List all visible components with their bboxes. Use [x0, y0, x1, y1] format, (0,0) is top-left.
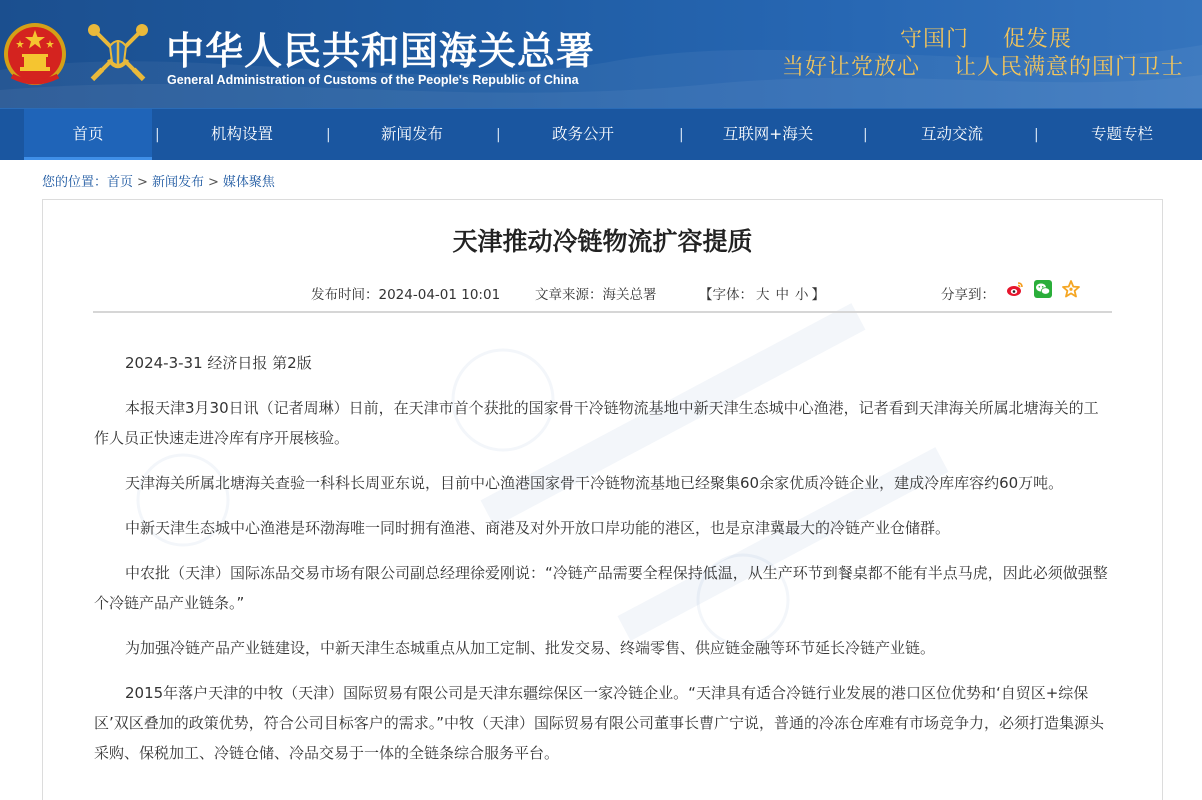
- source-value: 海关总署: [602, 287, 657, 303]
- article-paragraph: 中农批（天津）国际冻品交易市场有限公司副总经理徐爱刚说：“冷链产品需要全程保持低温，从生产环节到餐桌都不能有半点马虎，因此必须做强整个冷链产品产业链条。”: [94, 564, 1108, 612]
- article-body: [94, 348, 1113, 783]
- publish-time-value: 2024-04-01 10:01: [378, 287, 501, 303]
- wechat-icon[interactable]: [1034, 280, 1052, 298]
- font-size-small[interactable]: 小: [795, 287, 809, 303]
- breadcrumb-separator: >: [137, 175, 148, 190]
- article-paragraph: 中新天津生态城中心渔港是环渤海唯一同时拥有渔港、商港及对外开放口岸功能的港区，也是京津冀最大的冷链产业仓储群。: [125, 519, 951, 537]
- weibo-icon[interactable]: [1006, 280, 1024, 298]
- nav-separator: |: [1034, 127, 1039, 143]
- slogan-text: 守国门: [900, 27, 970, 52]
- nav-item-internet-customs[interactable]: 互联网+海关: [722, 125, 814, 143]
- article-container: [42, 199, 1163, 800]
- nav-item-special-topics[interactable]: 专题专栏: [1090, 125, 1153, 143]
- breadcrumb-link-news[interactable]: 新闻发布: [151, 175, 204, 190]
- breadcrumb-separator: >: [207, 175, 219, 190]
- source-label: 文章来源：: [535, 287, 603, 303]
- nav-separator: |: [679, 127, 684, 143]
- site-title: 中华人民共和国海关总署: [166, 28, 596, 73]
- main-nav: [0, 108, 1202, 160]
- share-label: 分享到：: [941, 287, 995, 303]
- font-size-selector: [699, 283, 825, 303]
- slogan-text: 当好让党放心: [782, 55, 921, 80]
- article-paragraph: 2015年落户天津的中牧（天津）国际贸易有限公司是天津东疆综保区一家冷链企业。“天津具有适合冷链行业发展的港口区位优势和‘自贸区+综保区’双区叠加的政策优势，符合公司目标客户的需求。”中牧（天津）国际贸易有限公司董事长曹广宁说，普通的冷冻仓库难有市场竞争力，必须打造集源头采购、保税加工、冷链仓储、冷品交易于一体的全链条综合服务平台。: [94, 684, 1105, 762]
- breadcrumb: [42, 171, 275, 190]
- nav-item-home[interactable]: 首页: [24, 109, 152, 160]
- slogan-line-2: [782, 50, 1184, 81]
- font-size-close: 】: [811, 287, 825, 303]
- national-emblem-icon: [2, 18, 68, 90]
- breadcrumb-link-media-focus[interactable]: 媒体聚焦: [222, 175, 275, 190]
- site-title-english: General Administration of Customs of the People's Republic of China: [167, 73, 579, 87]
- slogan-line-1: [900, 22, 1106, 53]
- article-paragraph: 为加强冷链产品产业链建设，中新天津生态城重点从加工定制、批发交易、终端零售、供应链金融等环节延长冷链产业链。: [125, 639, 936, 657]
- nav-item-government-affairs[interactable]: 政务公开: [551, 125, 614, 143]
- site-header: [0, 0, 1202, 108]
- star-icon[interactable]: [1062, 280, 1080, 298]
- title-divider: [93, 311, 1112, 313]
- publish-time-label: 发布时间：: [311, 287, 379, 303]
- nav-separator: |: [496, 127, 501, 143]
- customs-emblem-icon: [80, 16, 156, 92]
- breadcrumb-prefix: 您的位置：: [42, 175, 108, 190]
- article-paragraph: 本报天津3月30日讯（记者周琳）日前，在天津市首个获批的国家骨干冷链物流基地中新天津生态城中心渔港，记者看到天津海关所属北塘海关的工作人员正快速走进冷库有序开展核验。: [94, 399, 1099, 447]
- nav-item-interaction[interactable]: 互动交流: [920, 125, 983, 143]
- publish-time: [311, 283, 500, 303]
- article-source: [535, 283, 657, 303]
- font-size-medium[interactable]: 中: [775, 287, 789, 303]
- slogan-text: 让人民满意的国门卫士: [954, 55, 1185, 80]
- article-title: 天津推动冷链物流扩容提质: [452, 227, 753, 256]
- nav-separator: |: [155, 127, 160, 143]
- breadcrumb-link-home[interactable]: 首页: [107, 175, 134, 190]
- nav-item-organization[interactable]: 机构设置: [210, 125, 273, 143]
- nav-item-news[interactable]: 新闻发布: [380, 125, 443, 143]
- slogan-text: 促发展: [1003, 27, 1073, 52]
- font-size-large[interactable]: 大: [756, 287, 770, 303]
- article-dateline: 2024-3-31 经济日报 第2版: [125, 354, 312, 372]
- article-paragraph: 天津海关所属北塘海关查验一科科长周亚东说，目前中心渔港国家骨干冷链物流基地已经聚集60余家优质冷链企业，建成冷库库容约60万吨。: [125, 474, 1064, 492]
- nav-separator: |: [863, 127, 868, 143]
- font-size-open: 【字体：: [699, 287, 753, 303]
- nav-separator: |: [326, 127, 331, 143]
